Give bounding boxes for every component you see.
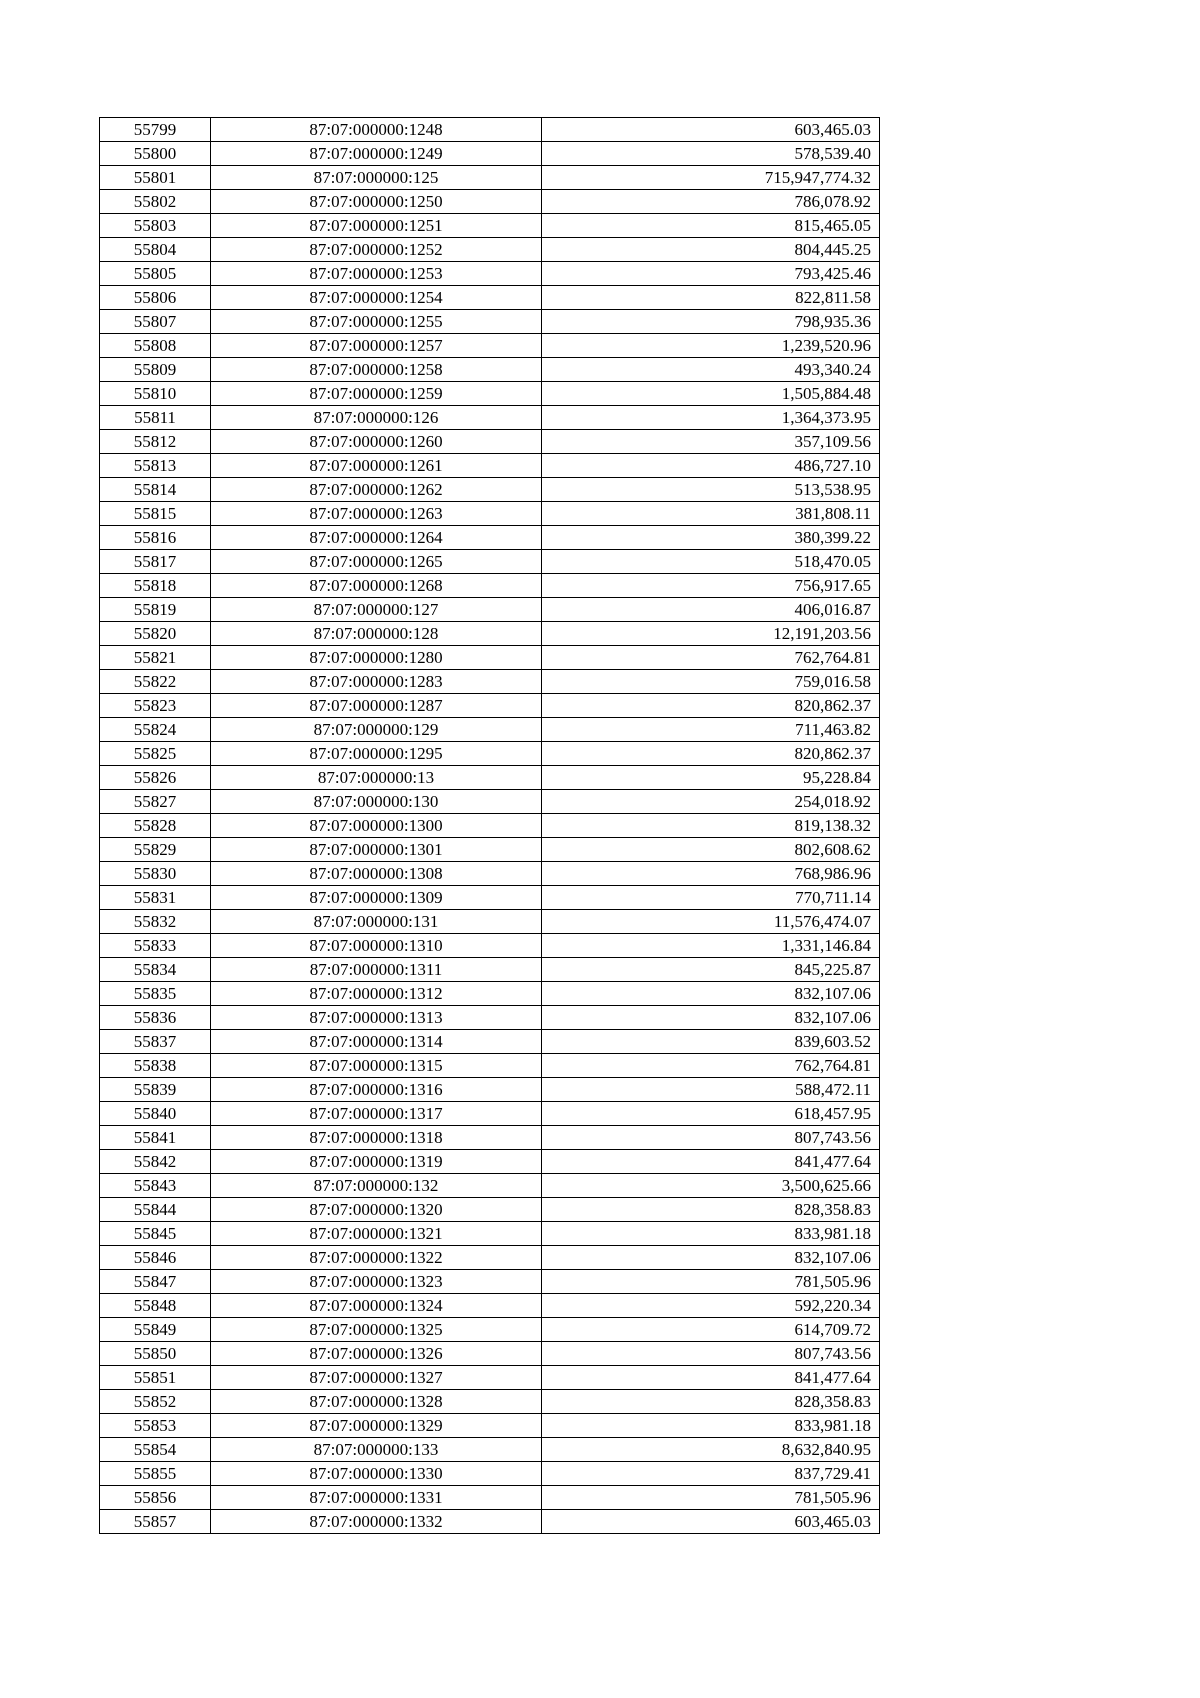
row-number-cell: 55834 (100, 958, 211, 982)
amount-cell: 833,981.18 (542, 1222, 880, 1246)
amount-cell: 798,935.36 (542, 310, 880, 334)
cadastral-number-cell: 87:07:000000:1283 (211, 670, 542, 694)
table-row (100, 1510, 880, 1534)
row-number-cell: 55851 (100, 1366, 211, 1390)
row-number-cell: 55852 (100, 1390, 211, 1414)
cadastral-number-cell: 87:07:000000:1320 (211, 1198, 542, 1222)
amount-cell: 592,220.34 (542, 1294, 880, 1318)
row-number-cell: 55805 (100, 262, 211, 286)
cadastral-number-cell: 87:07:000000:127 (211, 598, 542, 622)
cadastral-number-cell: 87:07:000000:1326 (211, 1342, 542, 1366)
table-row (100, 1318, 880, 1342)
row-number-cell: 55857 (100, 1510, 211, 1534)
amount-cell: 380,399.22 (542, 526, 880, 550)
amount-cell: 762,764.81 (542, 1054, 880, 1078)
amount-cell: 804,445.25 (542, 238, 880, 262)
cadastral-number-cell: 87:07:000000:1263 (211, 502, 542, 526)
table-row (100, 838, 880, 862)
amount-cell: 841,477.64 (542, 1366, 880, 1390)
cadastral-number-cell: 87:07:000000:1249 (211, 142, 542, 166)
row-number-cell: 55844 (100, 1198, 211, 1222)
row-number-cell: 55808 (100, 334, 211, 358)
amount-cell: 95,228.84 (542, 766, 880, 790)
cadastral-number-cell: 87:07:000000:1322 (211, 1246, 542, 1270)
table-row (100, 1078, 880, 1102)
cadastral-number-cell: 87:07:000000:125 (211, 166, 542, 190)
amount-cell: 1,505,884.48 (542, 382, 880, 406)
cadastral-number-cell: 87:07:000000:1311 (211, 958, 542, 982)
cadastral-number-cell: 87:07:000000:1260 (211, 430, 542, 454)
table-row (100, 1414, 880, 1438)
row-number-cell: 55830 (100, 862, 211, 886)
row-number-cell: 55846 (100, 1246, 211, 1270)
cadastral-number-cell: 87:07:000000:130 (211, 790, 542, 814)
table-row (100, 1390, 880, 1414)
row-number-cell: 55822 (100, 670, 211, 694)
amount-cell: 11,576,474.07 (542, 910, 880, 934)
table-row (100, 526, 880, 550)
table-row (100, 646, 880, 670)
row-number-cell: 55848 (100, 1294, 211, 1318)
cadastral-number-cell: 87:07:000000:1268 (211, 574, 542, 598)
cadastral-number-cell: 87:07:000000:1330 (211, 1462, 542, 1486)
cadastral-number-cell: 87:07:000000:1325 (211, 1318, 542, 1342)
row-number-cell: 55801 (100, 166, 211, 190)
cadastral-number-cell: 87:07:000000:1308 (211, 862, 542, 886)
row-number-cell: 55812 (100, 430, 211, 454)
cadastral-number-cell: 87:07:000000:128 (211, 622, 542, 646)
amount-cell: 618,457.95 (542, 1102, 880, 1126)
amount-cell: 819,138.32 (542, 814, 880, 838)
cadastral-number-cell: 87:07:000000:1316 (211, 1078, 542, 1102)
amount-cell: 711,463.82 (542, 718, 880, 742)
row-number-cell: 55802 (100, 190, 211, 214)
table-row (100, 142, 880, 166)
table-row (100, 670, 880, 694)
cadastral-number-cell: 87:07:000000:1319 (211, 1150, 542, 1174)
table-row (100, 334, 880, 358)
cadastral-number-cell: 87:07:000000:1323 (211, 1270, 542, 1294)
cadastral-number-cell: 87:07:000000:133 (211, 1438, 542, 1462)
amount-cell: 832,107.06 (542, 1246, 880, 1270)
cadastral-number-cell: 87:07:000000:1310 (211, 934, 542, 958)
row-number-cell: 55853 (100, 1414, 211, 1438)
cadastral-number-cell: 87:07:000000:13 (211, 766, 542, 790)
amount-cell: 614,709.72 (542, 1318, 880, 1342)
row-number-cell: 55810 (100, 382, 211, 406)
row-number-cell: 55833 (100, 934, 211, 958)
row-number-cell: 55828 (100, 814, 211, 838)
table-row (100, 1270, 880, 1294)
table-row (100, 1102, 880, 1126)
cadastral-number-cell: 87:07:000000:1258 (211, 358, 542, 382)
table-row (100, 814, 880, 838)
amount-cell: 588,472.11 (542, 1078, 880, 1102)
cadastral-number-cell: 87:07:000000:1295 (211, 742, 542, 766)
table-row (100, 790, 880, 814)
row-number-cell: 55856 (100, 1486, 211, 1510)
table-row (100, 1222, 880, 1246)
amount-cell: 254,018.92 (542, 790, 880, 814)
amount-cell: 807,743.56 (542, 1126, 880, 1150)
amount-cell: 8,632,840.95 (542, 1438, 880, 1462)
amount-cell: 807,743.56 (542, 1342, 880, 1366)
cadastral-number-cell: 87:07:000000:1300 (211, 814, 542, 838)
table-row (100, 358, 880, 382)
table-row (100, 742, 880, 766)
amount-cell: 715,947,774.32 (542, 166, 880, 190)
table-row (100, 1150, 880, 1174)
table-row (100, 310, 880, 334)
row-number-cell: 55814 (100, 478, 211, 502)
row-number-cell: 55835 (100, 982, 211, 1006)
cadastral-number-cell: 87:07:000000:1314 (211, 1030, 542, 1054)
row-number-cell: 55840 (100, 1102, 211, 1126)
table-row (100, 910, 880, 934)
cadastral-number-cell: 87:07:000000:1332 (211, 1510, 542, 1534)
amount-cell: 839,603.52 (542, 1030, 880, 1054)
amount-cell: 381,808.11 (542, 502, 880, 526)
row-number-cell: 55800 (100, 142, 211, 166)
table-row (100, 214, 880, 238)
table-row (100, 958, 880, 982)
table-row (100, 1174, 880, 1198)
row-number-cell: 55811 (100, 406, 211, 430)
cadastral-number-cell: 87:07:000000:1259 (211, 382, 542, 406)
row-number-cell: 55832 (100, 910, 211, 934)
table-row (100, 574, 880, 598)
amount-cell: 3,500,625.66 (542, 1174, 880, 1198)
amount-cell: 828,358.83 (542, 1198, 880, 1222)
cadastral-number-cell: 87:07:000000:1264 (211, 526, 542, 550)
table-row (100, 1006, 880, 1030)
row-number-cell: 55819 (100, 598, 211, 622)
row-number-cell: 55804 (100, 238, 211, 262)
cadastral-number-cell: 87:07:000000:1329 (211, 1414, 542, 1438)
amount-cell: 820,862.37 (542, 694, 880, 718)
table-row (100, 550, 880, 574)
amount-cell: 603,465.03 (542, 1510, 880, 1534)
table-row (100, 934, 880, 958)
row-number-cell: 55813 (100, 454, 211, 478)
cadastral-number-cell: 87:07:000000:1254 (211, 286, 542, 310)
row-number-cell: 55823 (100, 694, 211, 718)
amount-cell: 1,331,146.84 (542, 934, 880, 958)
cadastral-number-cell: 87:07:000000:1321 (211, 1222, 542, 1246)
cadastral-number-cell: 87:07:000000:1327 (211, 1366, 542, 1390)
cadastral-number-cell: 87:07:000000:129 (211, 718, 542, 742)
table-body (100, 118, 880, 1534)
row-number-cell: 55847 (100, 1270, 211, 1294)
amount-cell: 832,107.06 (542, 1006, 880, 1030)
table-row (100, 766, 880, 790)
table-row (100, 694, 880, 718)
amount-cell: 357,109.56 (542, 430, 880, 454)
data-table (99, 117, 880, 1534)
amount-cell: 837,729.41 (542, 1462, 880, 1486)
table-row (100, 166, 880, 190)
table-row (100, 622, 880, 646)
table-row (100, 1246, 880, 1270)
amount-cell: 406,016.87 (542, 598, 880, 622)
table-row (100, 982, 880, 1006)
cadastral-number-cell: 87:07:000000:1248 (211, 118, 542, 142)
table-row (100, 262, 880, 286)
cadastral-number-cell: 87:07:000000:126 (211, 406, 542, 430)
amount-cell: 833,981.18 (542, 1414, 880, 1438)
amount-cell: 815,465.05 (542, 214, 880, 238)
row-number-cell: 55827 (100, 790, 211, 814)
amount-cell: 845,225.87 (542, 958, 880, 982)
row-number-cell: 55821 (100, 646, 211, 670)
amount-cell: 841,477.64 (542, 1150, 880, 1174)
table-row (100, 502, 880, 526)
row-number-cell: 55845 (100, 1222, 211, 1246)
table-row (100, 406, 880, 430)
cadastral-number-cell: 87:07:000000:1317 (211, 1102, 542, 1126)
table-row (100, 190, 880, 214)
cadastral-number-cell: 87:07:000000:1331 (211, 1486, 542, 1510)
cadastral-number-cell: 87:07:000000:1313 (211, 1006, 542, 1030)
cadastral-number-cell: 87:07:000000:1318 (211, 1126, 542, 1150)
row-number-cell: 55815 (100, 502, 211, 526)
row-number-cell: 55838 (100, 1054, 211, 1078)
amount-cell: 793,425.46 (542, 262, 880, 286)
row-number-cell: 55850 (100, 1342, 211, 1366)
table-row (100, 1438, 880, 1462)
cadastral-number-cell: 87:07:000000:131 (211, 910, 542, 934)
cadastral-number-cell: 87:07:000000:1251 (211, 214, 542, 238)
row-number-cell: 55799 (100, 118, 211, 142)
amount-cell: 762,764.81 (542, 646, 880, 670)
cadastral-number-cell: 87:07:000000:132 (211, 1174, 542, 1198)
cadastral-number-cell: 87:07:000000:1262 (211, 478, 542, 502)
row-number-cell: 55855 (100, 1462, 211, 1486)
row-number-cell: 55809 (100, 358, 211, 382)
table-row (100, 382, 880, 406)
table-row (100, 454, 880, 478)
amount-cell: 603,465.03 (542, 118, 880, 142)
cadastral-number-cell: 87:07:000000:1328 (211, 1390, 542, 1414)
row-number-cell: 55824 (100, 718, 211, 742)
row-number-cell: 55806 (100, 286, 211, 310)
amount-cell: 1,239,520.96 (542, 334, 880, 358)
cadastral-number-cell: 87:07:000000:1250 (211, 190, 542, 214)
table-row (100, 1462, 880, 1486)
amount-cell: 770,711.14 (542, 886, 880, 910)
cadastral-number-cell: 87:07:000000:1255 (211, 310, 542, 334)
row-number-cell: 55839 (100, 1078, 211, 1102)
amount-cell: 786,078.92 (542, 190, 880, 214)
cadastral-number-cell: 87:07:000000:1301 (211, 838, 542, 862)
amount-cell: 828,358.83 (542, 1390, 880, 1414)
amount-cell: 832,107.06 (542, 982, 880, 1006)
amount-cell: 822,811.58 (542, 286, 880, 310)
row-number-cell: 55854 (100, 1438, 211, 1462)
amount-cell: 820,862.37 (542, 742, 880, 766)
table-row (100, 886, 880, 910)
cadastral-number-cell: 87:07:000000:1309 (211, 886, 542, 910)
amount-cell: 768,986.96 (542, 862, 880, 886)
table-row (100, 238, 880, 262)
table-row (100, 598, 880, 622)
table-row (100, 118, 880, 142)
cadastral-number-cell: 87:07:000000:1253 (211, 262, 542, 286)
cadastral-number-cell: 87:07:000000:1252 (211, 238, 542, 262)
row-number-cell: 55803 (100, 214, 211, 238)
amount-cell: 781,505.96 (542, 1486, 880, 1510)
amount-cell: 578,539.40 (542, 142, 880, 166)
amount-cell: 1,364,373.95 (542, 406, 880, 430)
amount-cell: 518,470.05 (542, 550, 880, 574)
table-row (100, 1198, 880, 1222)
table-row (100, 1366, 880, 1390)
cadastral-number-cell: 87:07:000000:1312 (211, 982, 542, 1006)
cadastral-number-cell: 87:07:000000:1261 (211, 454, 542, 478)
table-row (100, 286, 880, 310)
table-row (100, 1342, 880, 1366)
amount-cell: 486,727.10 (542, 454, 880, 478)
amount-cell: 781,505.96 (542, 1270, 880, 1294)
table-row (100, 1054, 880, 1078)
cadastral-number-cell: 87:07:000000:1315 (211, 1054, 542, 1078)
table-row (100, 430, 880, 454)
cadastral-number-cell: 87:07:000000:1257 (211, 334, 542, 358)
table-row (100, 862, 880, 886)
row-number-cell: 55820 (100, 622, 211, 646)
row-number-cell: 55817 (100, 550, 211, 574)
amount-cell: 759,016.58 (542, 670, 880, 694)
row-number-cell: 55826 (100, 766, 211, 790)
row-number-cell: 55818 (100, 574, 211, 598)
amount-cell: 802,608.62 (542, 838, 880, 862)
row-number-cell: 55843 (100, 1174, 211, 1198)
table-row (100, 478, 880, 502)
cadastral-number-cell: 87:07:000000:1280 (211, 646, 542, 670)
row-number-cell: 55837 (100, 1030, 211, 1054)
row-number-cell: 55841 (100, 1126, 211, 1150)
row-number-cell: 55829 (100, 838, 211, 862)
row-number-cell: 55831 (100, 886, 211, 910)
cadastral-number-cell: 87:07:000000:1324 (211, 1294, 542, 1318)
amount-cell: 513,538.95 (542, 478, 880, 502)
row-number-cell: 55825 (100, 742, 211, 766)
row-number-cell: 55836 (100, 1006, 211, 1030)
amount-cell: 756,917.65 (542, 574, 880, 598)
row-number-cell: 55807 (100, 310, 211, 334)
cadastral-number-cell: 87:07:000000:1287 (211, 694, 542, 718)
cadastral-number-cell: 87:07:000000:1265 (211, 550, 542, 574)
table-row (100, 1294, 880, 1318)
table-row (100, 1126, 880, 1150)
row-number-cell: 55842 (100, 1150, 211, 1174)
table-row (100, 1486, 880, 1510)
table-row (100, 1030, 880, 1054)
amount-cell: 493,340.24 (542, 358, 880, 382)
table-row (100, 718, 880, 742)
row-number-cell: 55849 (100, 1318, 211, 1342)
row-number-cell: 55816 (100, 526, 211, 550)
amount-cell: 12,191,203.56 (542, 622, 880, 646)
